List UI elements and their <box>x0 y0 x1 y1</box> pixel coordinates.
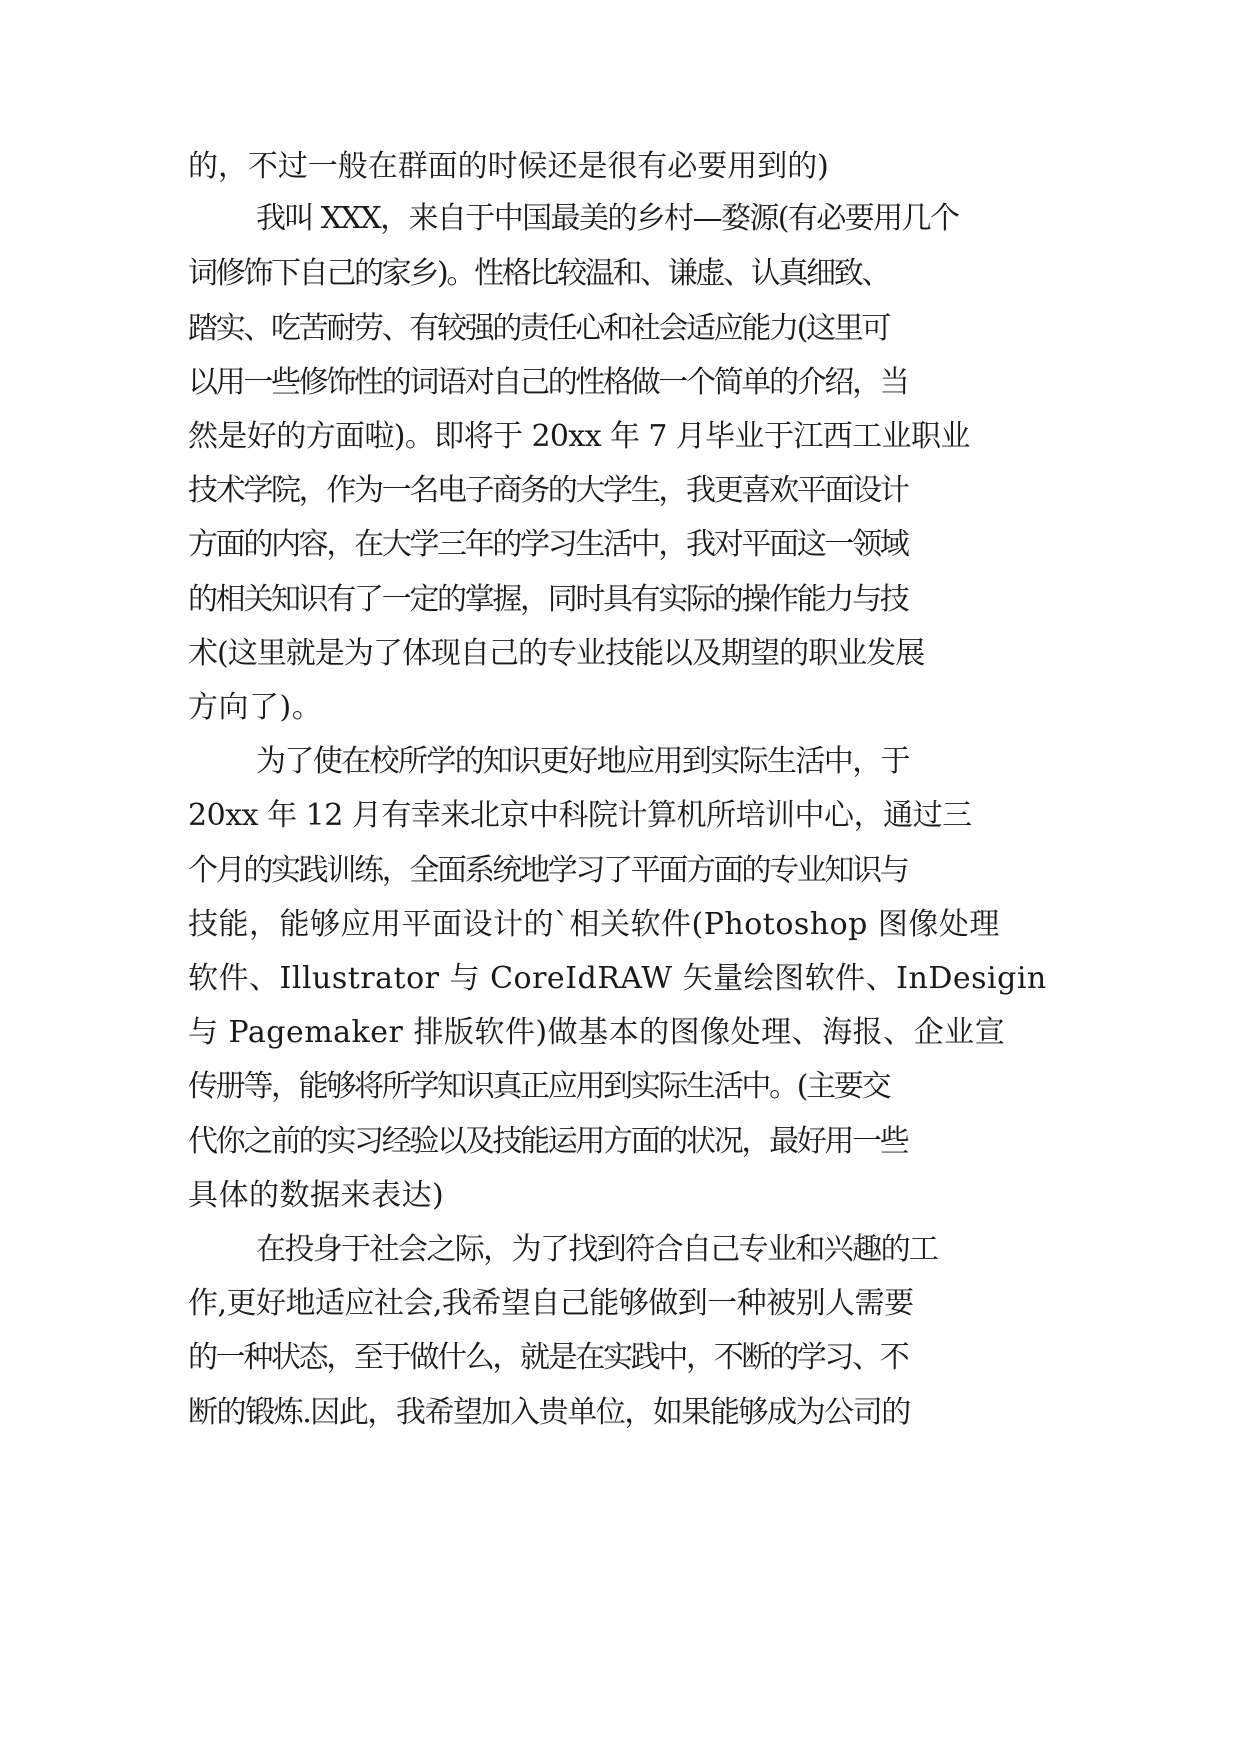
text-line: 在投身于社会之际，为了找到符合自己专业和兴趣的工 <box>256 1232 938 1267</box>
text-line: 作,更好地适应社会,我希望自己能够做到一种被别人需要 <box>188 1286 914 1321</box>
text-line: 我叫 XXX，来自于中国最美的乡村—婺源(有必要用几个 <box>256 201 959 236</box>
text-line: 个月的实践训练，全面系统地学习了平面方面的专业知识与 <box>188 853 908 888</box>
text-line: 的一种状态，至于做什么，就是在实践中，不断的学习、不 <box>188 1340 908 1375</box>
text-line: 断的锻炼.因此，我希望加入贵单位，如果能够成为公司的 <box>188 1395 910 1430</box>
text-line: 软件、Illustrator 与 CoreIdRAW 矢量绘图软件、InDesigin <box>188 961 1047 996</box>
text-line: 为了使在校所学的知识更好地应用到实际生活中，于 <box>256 744 909 779</box>
text-line: 与 Pagemaker 排版软件)做基本的图像处理、海报、企业宣 <box>188 1015 1006 1050</box>
text-line: 方面的内容，在大学三年的学习生活中，我对平面这一领域 <box>188 527 908 562</box>
text-line: 代你之前的实习经验以及技能运用方面的状况，最好用一些 <box>188 1124 908 1159</box>
text-line: 20xx 年 12 月有幸来北京中科院计算机所培训中心，通过三 <box>188 798 972 833</box>
text-line: 踏实、吃苦耐劳、有较强的责任心和社会适应能力(这里可 <box>188 311 890 346</box>
text-line: 传册等，能够将所学知识真正应用到实际生活中。(主要交 <box>188 1069 890 1104</box>
text-line: 技术学院，作为一名电子商务的大学生，我更喜欢平面设计 <box>188 473 908 508</box>
text-line: 术(这里就是为了体现自己的专业技能以及期望的职业发展 <box>188 636 925 671</box>
text-line: 的，不过一般在群面的时候还是很有必要用到的) <box>188 149 829 184</box>
text-line: 然是好的方面啦)。即将于 20xx 年 7 月毕业于江西工业职业 <box>188 419 970 454</box>
text-line: 具体的数据来表达) <box>188 1178 445 1213</box>
text-line: 的相关知识有了一定的掌握，同时具有实际的操作能力与技 <box>188 582 908 617</box>
text-line: 方向了)。 <box>188 690 323 725</box>
text-line: 词修饰下自己的家乡)。性格比较温和、谦虚、认真细致、 <box>188 256 890 291</box>
text-line: 以用一些修饰性的词语对自己的性格做一个简单的介绍，当 <box>188 365 908 400</box>
text-line: 技能，能够应用平面设计的`相关软件(Photoshop 图像处理 <box>188 907 1000 942</box>
